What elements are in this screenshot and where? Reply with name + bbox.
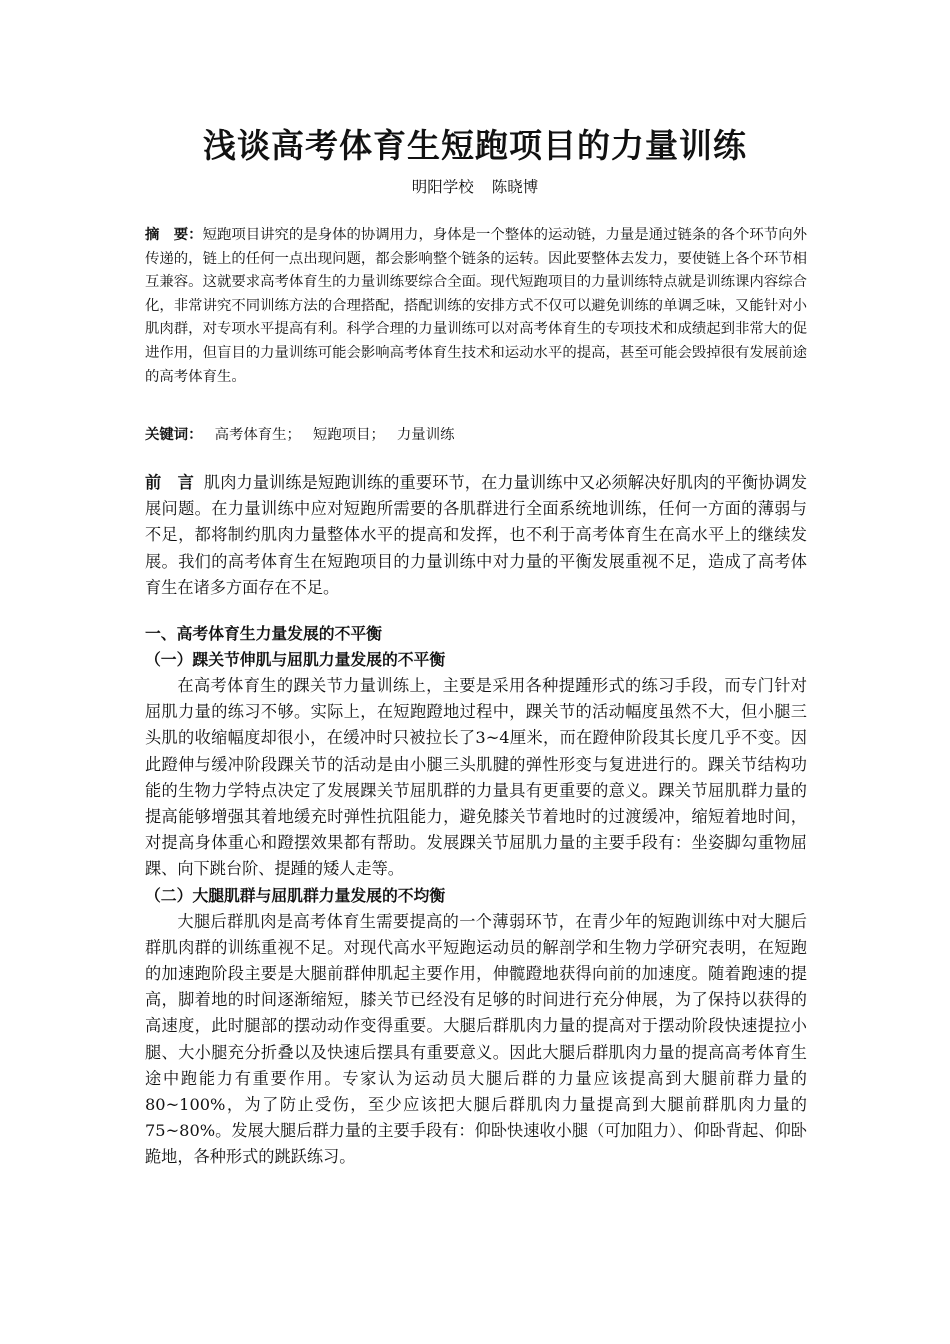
- author-line: [0, 176, 950, 198]
- subsection-heading: （一）踝关节伸肌与屈肌力量发展的不平衡: [145, 650, 446, 669]
- keyword-item: 高考体育生；: [214, 427, 301, 443]
- keyword-item: 短跑项目；: [312, 427, 385, 443]
- keywords: [145, 423, 807, 447]
- abstract: [145, 224, 807, 389]
- intro-label: 前 言: [145, 473, 194, 492]
- paragraph: 大腿后群肌肉是高考体育生需要提高的一个薄弱环节，在青少年的短跑训练中对大腿后群肌肉群的训练重视不足。对现代高水平短跑运动员的解剖学和生物力学研究表明，在短跑的加速跑阶段主要是大腿前群伸肌起主要作用，伸髋蹬地获得向前的加速度。随着跑速的提高，脚着地的时间逐渐缩短，膝关节已经没有足够的时间进行充分伸展，为了保持以获得的高速度，此时腿部的摆动动作变得重要。大腿后群肌肉力量的提高对于摆动阶段快速提拉小腿、大小腿充分折叠以及快速后摆具有重要意义。因此大腿后群肌肉力量的提高高考体育生途中跑能力有重要作用。专家认为运动员大腿后群的力量应该提高到大腿前群力量的80~100%，为了防止受伤，至少应该把大腿后群肌肉力量提高到大腿前群肌肉力量的75~80%。发展大腿后群力量的主要手段有：仰卧快速收小腿（可加阻力）、仰卧背起、仰卧跪地，各种形式的跳跃练习。: [145, 911, 807, 1167]
- author-school: 明阳学校: [411, 178, 474, 196]
- section-heading: 一、高考体育生力量发展的不平衡: [145, 624, 382, 643]
- abstract-text: 短跑项目讲究的是身体的协调用力，身体是一个整体的运动链，力量是通过链条的各个环节向外传递的，链上的任何一点出现问题，都会影响整个链条的运转。因此要整体去发力，要使链上各个环节相互兼容。这就要求高考体育生的力量训练要综合全面。现代短跑项目的力量训练特点就是训练课内容综合化，非常讲究不同训练方法的合理搭配，搭配训练的安排方式不仅可以避免训练的单调乏味，又能针对小肌肉群，对专项水平提高有利。科学合理的力量训练可以对高考体育生的专项技术和成绩起到非常大的促进作用，但盲目的力量训练可能会影响高考体育生技术和运动水平的提高，甚至可能会毁掉很有发展前途的高考体育生。: [145, 227, 807, 385]
- intro-text: 肌肉力量训练是短跑训练的重要环节，在力量训练中又必须解决好肌肉的平衡协调发展问题。在力量训练中应对短跑所需要的各肌群进行全面系统地训练，任何一方面的薄弱与不足，都将制约肌肉力量整体水平的提高和发挥，也不利于高考体育生在高水平上的继续发展。我们的高考体育生在短跑项目的力量训练中对力量的平衡发展重视不足，造成了高考体育生在诸多方面存在不足。: [145, 473, 808, 597]
- keyword-item: 力量训练: [396, 427, 455, 443]
- paragraph: 在高考体育生的踝关节力量训练上，主要是采用各种提踵形式的练习手段，而专门针对屈肌力量的练习不够。实际上，在短跑蹬地过程中，踝关节的活动幅度虽然不大，但小腿三头肌的收缩幅度却很小，在缓冲时只被拉长了3~4厘米，而在蹬伸阶段其长度几乎不变。因此蹬伸与缓冲阶段踝关节的活动是由小腿三头肌腱的弹性形变与复进进行的。踝关节结构功能的生物力学特点决定了发展踝关节屈肌群的力量具有更重要的意义。踝关节屈肌群力量的提高能够增强其着地缓充时弹性抗阻能力，避免膝关节着地时的过渡缓冲，缩短着地时间，对提高身体重心和蹬摆效果都有帮助。发展踝关节屈肌力量的主要手段有：坐姿脚勾重物屈踝、向下跳台阶、提踵的矮人走等。: [145, 676, 807, 879]
- keywords-label: 关键词：: [145, 427, 203, 443]
- abstract-label: 摘 要：: [145, 227, 203, 243]
- section-1: [145, 621, 807, 1171]
- author-name: 陈晓博: [491, 178, 539, 196]
- introduction: [145, 470, 807, 601]
- document-title: 浅谈高考体育生短跑项目的力量训练: [203, 126, 747, 165]
- subsection-heading: （二）大腿肌群与屈肌群力量发展的不均衡: [145, 885, 446, 905]
